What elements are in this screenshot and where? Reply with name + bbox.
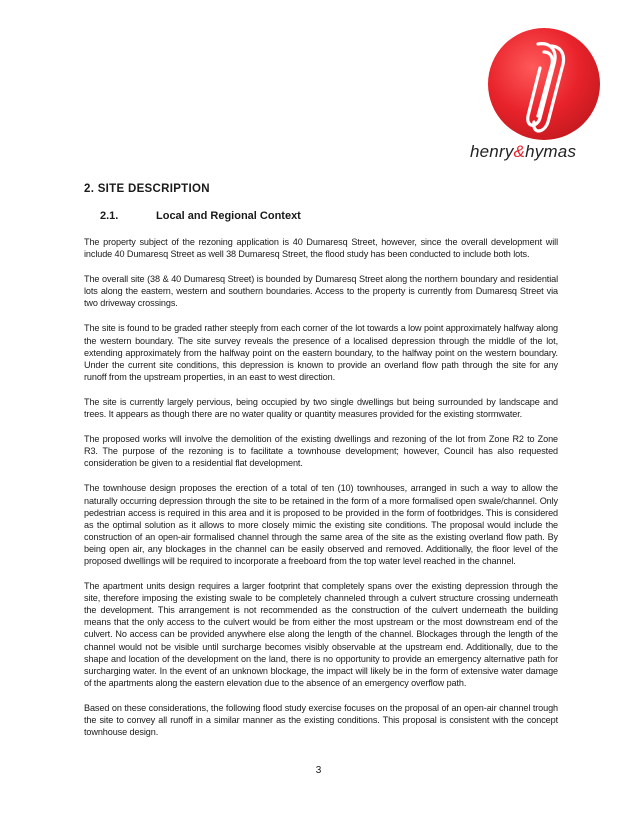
circle-paperclip-logo-icon xyxy=(478,22,610,154)
section-number: 2. xyxy=(84,183,95,195)
paragraph: The proposed works will involve the demolition of the existing dwellings and rezoning of the lot from Zone R2 to Zone R3. The purpose of the rezoning is to facilitate a townhouse development; however, Council has also requested consideration be given to a residential flat development. xyxy=(84,434,558,469)
brand-name xyxy=(470,142,576,162)
paragraph: The site is currently largely pervious, being occupied by two single dwellings but being surrounded by landscape and trees. It appears as though there are no water quality or quantity measures provided for the existing stormwater. xyxy=(84,396,558,420)
company-logo xyxy=(464,22,614,162)
subsection-title: Local and Regional Context xyxy=(156,210,301,222)
paragraph: The site is found to be graded rather steeply from each corner of the lot towards a low point approximately halfway along the western boundary. The site survey reveals the presence of a localised depression through the middle of the lot, extending approximately from the halfway point on the eastern boundary, to the halfway point on the western boundary. Under the current site conditions, this depression is known to provide an overland flow path through the site for any runoff from the upstream properties, in an east to west direction. xyxy=(84,323,558,382)
paragraph: Based on these considerations, the following flood study exercise focuses on the proposal of an open-air channel trough the site to convey all runoff in a similar manner as the existing conditions. This proposal is consistent with the concept townhouse design. xyxy=(84,702,558,738)
section-title: SITE DESCRIPTION xyxy=(97,183,210,195)
brand-name-part2: hymas xyxy=(525,142,577,161)
page-number: 3 xyxy=(315,765,322,776)
subsection-heading xyxy=(100,210,301,222)
brand-name-part1: henry xyxy=(470,142,514,161)
paragraph: The property subject of the rezoning application is 40 Dumaresq Street, however, since the overall development will include 40 Dumaresq Street as well 38 Dumaresq Street, the flood study has been conducted to include both lots. xyxy=(84,237,558,260)
subsection-number: 2.1. xyxy=(100,210,119,222)
paragraph: The apartment units design requires a larger footprint that completely spans over the existing depression through the site, therefore imposing the existing swale to be completely channeled through a culvert structure crossing underneath the development. This arrangement is not recommended as the construction of the culvert underneath the building means that the only access to the culvert would be from either the most upstream or the most downstream end of the culvert. No access can be provided anywhere else along the length of the channel. Blockages through the length of the channel would not be visible until surcharge becomes visibly observable at the upstream end. Additionally, due to the shape and location of the development on the land, there is no opportunity to provide an emergency alternative path for surcharging water. In the event of an unknown blockage, the impact will likely be in the form of extensive water damage of the apartments along the eastern elevation due to the absence of an emergency overflow path. xyxy=(84,581,558,688)
paragraph: The townhouse design proposes the erection of a total of ten (10) townhouses, arranged in such a way to allow the naturally occurring depression through the site to be retained in the form of a more formalised open swale/channel. Only pedestrian access is required in this area and it is proposed to be provided in the form of footbridges. This is considered as the optimal solution as it allows to more closely mimic the existing site conditions. The proposal would include the construction of an open-air formalised channel through the same area of the site as the existing overland flow path. By being open air, any blockages in the channel can be easily observed and removed. Additionally, the floor level of the proposed dwellings will be required to incorporate a freeboard from the top water level reached in the channel. xyxy=(84,483,558,566)
paragraph: The overall site (38 & 40 Dumaresq Street) is bounded by Dumaresq Street along the northern boundary and residential lots along the eastern, western and southern boundaries. Access to the property is currently from Dumaresq Street via two driveway crossings. xyxy=(84,274,558,309)
brand-name-ampersand: & xyxy=(513,142,526,161)
section-heading xyxy=(84,183,210,195)
body-text xyxy=(84,236,558,751)
